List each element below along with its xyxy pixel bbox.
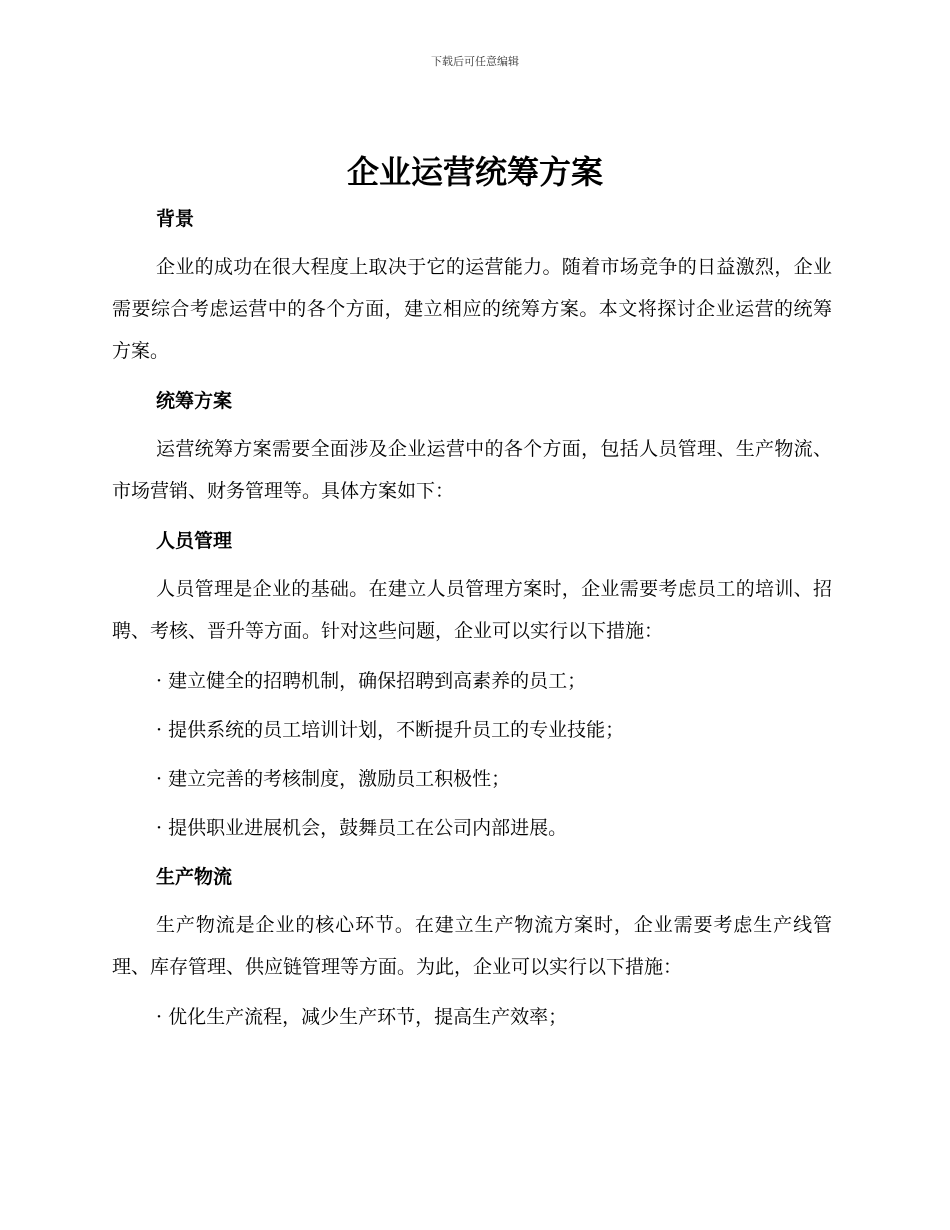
document-title: 企业运营统筹方案: [346, 153, 603, 191]
bullet-item: · 建立健全的招聘机制，确保招聘到高素养的员工；: [156, 670, 587, 692]
paragraph-logistics: 生产物流是企业的核心环节。在建立生产物流方案时，企业需要考虑生产线管理、库存管理、供应链管理等方面。为此，企业可以实行以下措施：: [112, 914, 832, 978]
heading-background: 背景: [156, 208, 195, 230]
document-body: [112, 198, 832, 1045]
bullet-item: · 建立完善的考核制度，激励员工积极性；: [156, 768, 511, 790]
header-note: 下载后可任意编辑: [431, 55, 519, 68]
paragraph-personnel: 人员管理是企业的基础。在建立人员管理方案时，企业需要考虑员工的培训、招聘、考核、晋升等方面。针对这些问题，企业可以实行以下措施：: [112, 578, 832, 642]
paragraph-plan: 运营统筹方案需要全面涉及企业运营中的各个方面，包括人员管理、生产物流、市场营销、财务管理等。具体方案如下：: [112, 438, 832, 502]
heading-personnel: 人员管理: [156, 530, 233, 552]
heading-plan: 统筹方案: [156, 390, 233, 412]
paragraph-background: 企业的成功在很大程度上取决于它的运营能力。随着市场竞争的日益激烈，企业需要综合考虑运营中的各个方面，建立相应的统筹方案。本文将探讨企业运营的统筹方案。: [112, 256, 832, 362]
bullet-item: · 提供系统的员工培训计划，不断提升员工的专业技能；: [156, 719, 625, 741]
bullet-item: · 提供职业进展机会，鼓舞员工在公司内部进展。: [156, 817, 568, 839]
heading-logistics: 生产物流: [156, 866, 233, 888]
bullet-item: · 优化生产流程，减少生产环节，提高生产效率；: [156, 1006, 568, 1028]
